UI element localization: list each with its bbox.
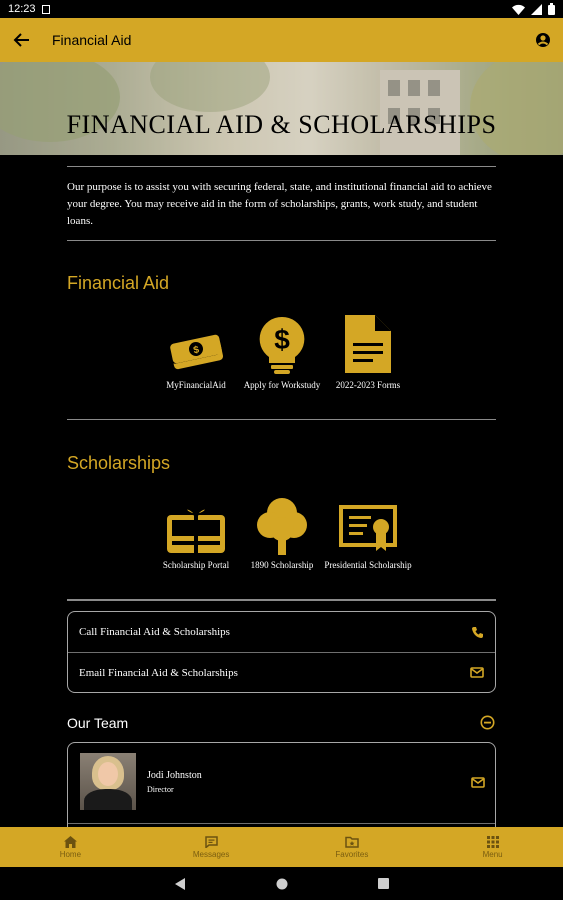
- divider: [67, 599, 496, 601]
- app-bar: [0, 18, 563, 62]
- nav-menu[interactable]: [422, 827, 563, 867]
- forms-2022-2023-button[interactable]: [322, 313, 414, 391]
- battery-icon: [548, 3, 555, 15]
- divider: [68, 823, 495, 824]
- tree-icon: [255, 495, 309, 555]
- status-time: 12:23: [8, 3, 36, 15]
- gift-card-icon: [165, 501, 227, 555]
- divider: [67, 240, 496, 241]
- tile-label: MyFinancialAid: [166, 380, 226, 390]
- nav-home[interactable]: [0, 827, 141, 867]
- grid-menu-icon: [487, 836, 499, 848]
- system-nav-bar: [0, 867, 563, 900]
- notification-icon: [42, 5, 50, 14]
- tile-label: Apply for Workstudy: [243, 380, 321, 390]
- hero-banner: [0, 62, 563, 155]
- wifi-icon: [512, 4, 525, 15]
- tile-label: Presidential Scholarship: [324, 560, 412, 570]
- apply-workstudy-button[interactable]: [236, 313, 328, 391]
- dollar-bulb-icon: [257, 315, 307, 375]
- app-bar-title: Financial Aid: [52, 32, 132, 48]
- message-icon: [205, 836, 218, 848]
- nav-label: Favorites: [335, 849, 369, 859]
- page-content[interactable]: [0, 155, 563, 827]
- divider: [67, 166, 496, 167]
- back-triangle-icon[interactable]: [175, 878, 186, 890]
- our-team-heading: Our Team: [67, 715, 129, 731]
- status-bar: [0, 0, 563, 18]
- scholarships-heading: Scholarships: [67, 453, 171, 473]
- svg-text:$: $: [192, 344, 201, 357]
- cash-icon: [165, 323, 227, 375]
- certificate-icon: [337, 501, 399, 555]
- email-label: Email Financial Aid & Scholarships: [79, 666, 238, 679]
- recents-square-icon[interactable]: [378, 878, 389, 889]
- divider: [67, 419, 496, 420]
- contact-card: [67, 611, 496, 693]
- scholarship-1890-button[interactable]: [236, 493, 328, 571]
- signal-icon: [531, 4, 542, 15]
- nav-label: Home: [59, 849, 82, 859]
- nav-favorites[interactable]: [282, 827, 423, 867]
- avatar: [80, 753, 136, 810]
- collapse-icon[interactable]: [480, 715, 495, 730]
- intro-text: Our purpose is to assist you with securing federal, state, and institutional financial aid to achieve your degree. You may receive aid in the form of scholarships, grants, work study, and student loans.: [67, 181, 492, 227]
- home-circle-icon[interactable]: [276, 878, 288, 890]
- phone-icon: [471, 626, 484, 639]
- document-icon: [343, 313, 393, 375]
- bottom-nav: [0, 827, 563, 867]
- favorites-folder-icon: [345, 836, 359, 848]
- mail-icon[interactable]: [471, 777, 485, 788]
- financial-aid-heading: Financial Aid: [67, 273, 170, 293]
- nav-messages[interactable]: [141, 827, 282, 867]
- member-name: Jodi Johnston: [147, 770, 202, 781]
- call-label: Call Financial Aid & Scholarships: [79, 626, 230, 638]
- team-member-card: [67, 742, 496, 827]
- scholarship-portal-button[interactable]: [150, 493, 242, 571]
- svg-text:$: $: [274, 324, 290, 355]
- email-financial-aid-row[interactable]: [68, 652, 495, 692]
- presidential-scholarship-button[interactable]: [322, 493, 414, 571]
- nav-label: Messages: [192, 849, 230, 859]
- hero-title: FINANCIAL AID & SCHOLARSHIPS: [66, 110, 497, 139]
- mail-icon: [470, 667, 484, 678]
- member-role: Director: [147, 785, 174, 794]
- back-arrow-icon[interactable]: [12, 32, 30, 48]
- account-icon[interactable]: [535, 32, 551, 48]
- call-financial-aid-row[interactable]: [68, 612, 495, 652]
- home-icon: [64, 836, 77, 848]
- tile-label: 2022-2023 Forms: [335, 380, 401, 390]
- tile-label: Scholarship Portal: [162, 560, 230, 570]
- tile-label: 1890 Scholarship: [250, 560, 314, 570]
- nav-label: Menu: [482, 849, 503, 859]
- my-financial-aid-button[interactable]: [150, 313, 242, 391]
